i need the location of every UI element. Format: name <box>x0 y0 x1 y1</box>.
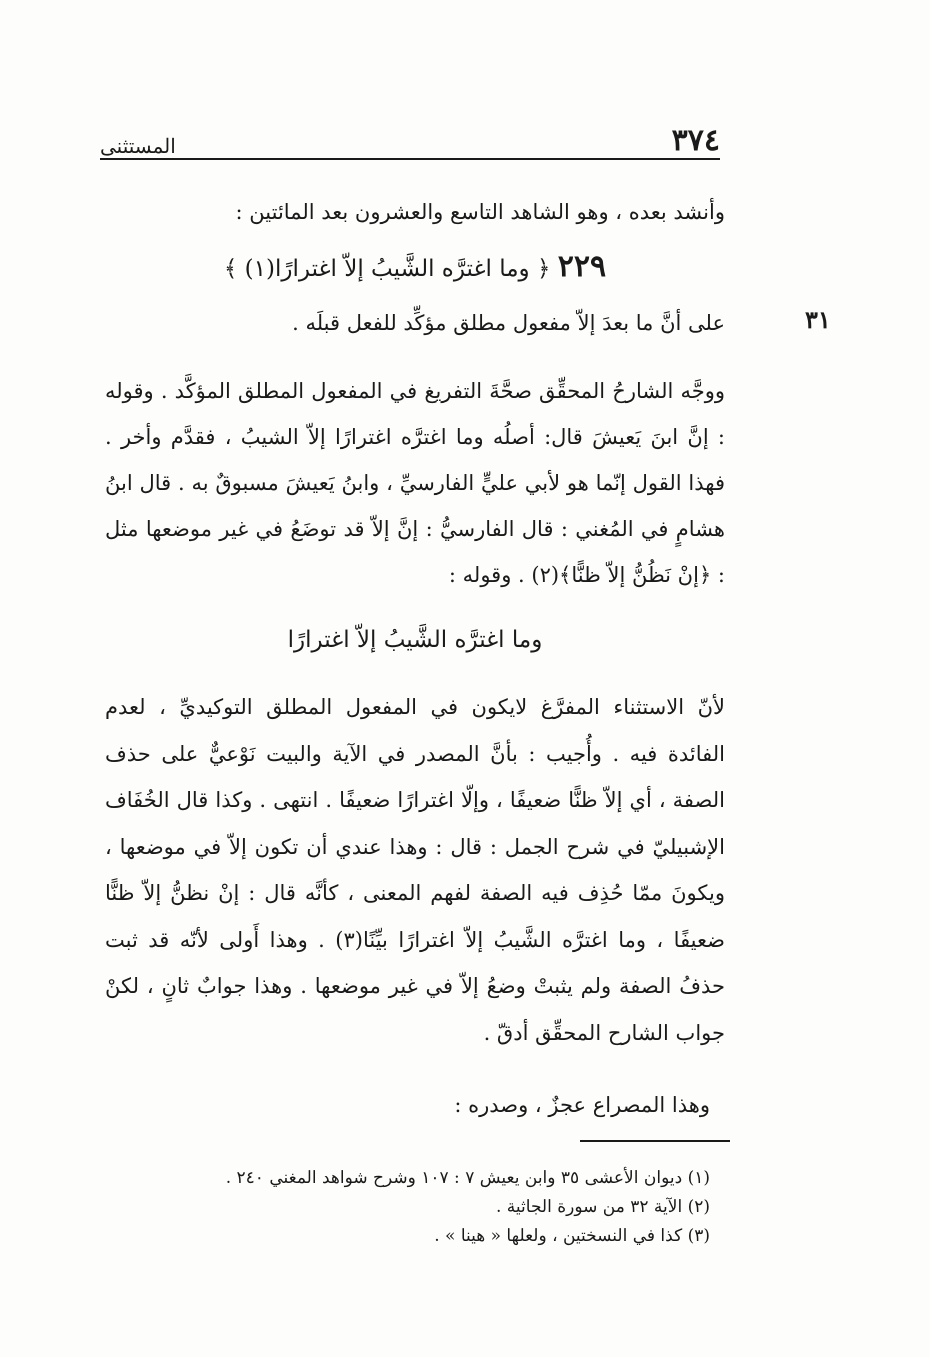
page-number: ٣٧٤ <box>671 123 720 158</box>
intro-line <box>105 192 725 232</box>
footnote-1: (١) ديوان الأعشى ٣٥ وابن يعيش ٧ : ١٠٧ وشرح شواهد المغني ٢٤٠ . <box>225 1168 710 1188</box>
paragraph-2-text: لأنّ الاستثناء المفرَّغ لايكون في المفعول المطلق التوكيديِّ ، لعدم الفائدة فيه . وأُجيب : بأنَّ المصدر في الآية والبيت نَوْعيٌّ على حذف الصفة ، أي إلاّ ظنًّا ضعيفًا ، وإلّا اغترارًا ضعيفًا . انتهى . وكذا قال الخُفَاف الإشبيليّ في شرح الجمل : قال : وهذا عندي أن تكون إلاّ في موضعها ، ويكونَ ممّا حُذِف فيه الصفة لفهم المعنى ، كأنَّه قال : إنْ نظنُّ إلاّ ظنًّا ضعيفًا ، وما اغترَّه الشَّيبُ إلاّ اغترارًا بيِّنًا(٣) . وهذا أَولى لأنّه قد ثبت حذفُ الصفة ولم يثبتْ وضعُ إلاّ في غير موضعها . وهذا جوابٌ ثانٍ ، لكنْ جواب الشارح المحقِّق أدقّ . <box>105 695 725 1045</box>
quoted-verse <box>105 620 725 660</box>
quoted-verse-text: وما اغترَّه الشَّيبُ إلاّ اغترارًا <box>287 627 543 653</box>
footnotes <box>150 1164 710 1251</box>
verse-text: ﴿ وما اغترَّه الشَّيبُ إلاّ اغترارًا(١) ﴾ <box>223 256 551 282</box>
verse-comment-text: على أنَّ ما بعدَ إلاّ مفعول مطلق مؤكِّد للفعل قبلَه . <box>292 311 725 335</box>
closing-text: وهذا المصراع عجزٌ ، وصدره : <box>454 1093 710 1117</box>
margin-number: ٣١ <box>805 305 831 334</box>
verse-line <box>105 245 725 291</box>
paragraph-1-text: ووجَّه الشارحُ المحقِّق صحَّةَ التفريغ في المفعول المطلق المؤكَّد . وقوله : إنَّ ابنَ يَعيشَ قال: أصلُه وما اغترَّه اغترارًا إلاّ الشيبُ ، فقدَّم وأخر . فهذا القول إنّما هو لأبي عليٍّ الفارسيِّ ، وابنُ يَعيشَ مسبوقٌ به . قال ابنُ هشامٍ في المُغني : قال الفارسيُّ : إنَّ إلاّ قد توضَعُ في غير موضعها مثل : ﴿إنْ نَظُنُّ إلاّ ظنًّا﴾(٢) . وقوله : <box>105 379 725 587</box>
paragraph-2 <box>105 684 725 1056</box>
intro-text: وأنشد بعده ، وهو الشاهد التاسع والعشرون بعد المائتين : <box>235 200 725 224</box>
paragraph-1 <box>105 368 725 598</box>
header-rule <box>100 158 720 160</box>
verse-comment <box>105 303 725 343</box>
running-title: المستثنى <box>100 134 176 158</box>
footnote-3: (٣) كذا في النسختين ، ولعلها « هينا » . <box>434 1226 710 1246</box>
closing-line <box>90 1085 710 1125</box>
footnote-2: (٢) الآية ٣٢ من سورة الجاثية . <box>495 1197 710 1217</box>
page-header <box>100 118 720 158</box>
verse-number: ٢٢٩ <box>557 249 607 284</box>
footnote-rule <box>580 1140 730 1142</box>
